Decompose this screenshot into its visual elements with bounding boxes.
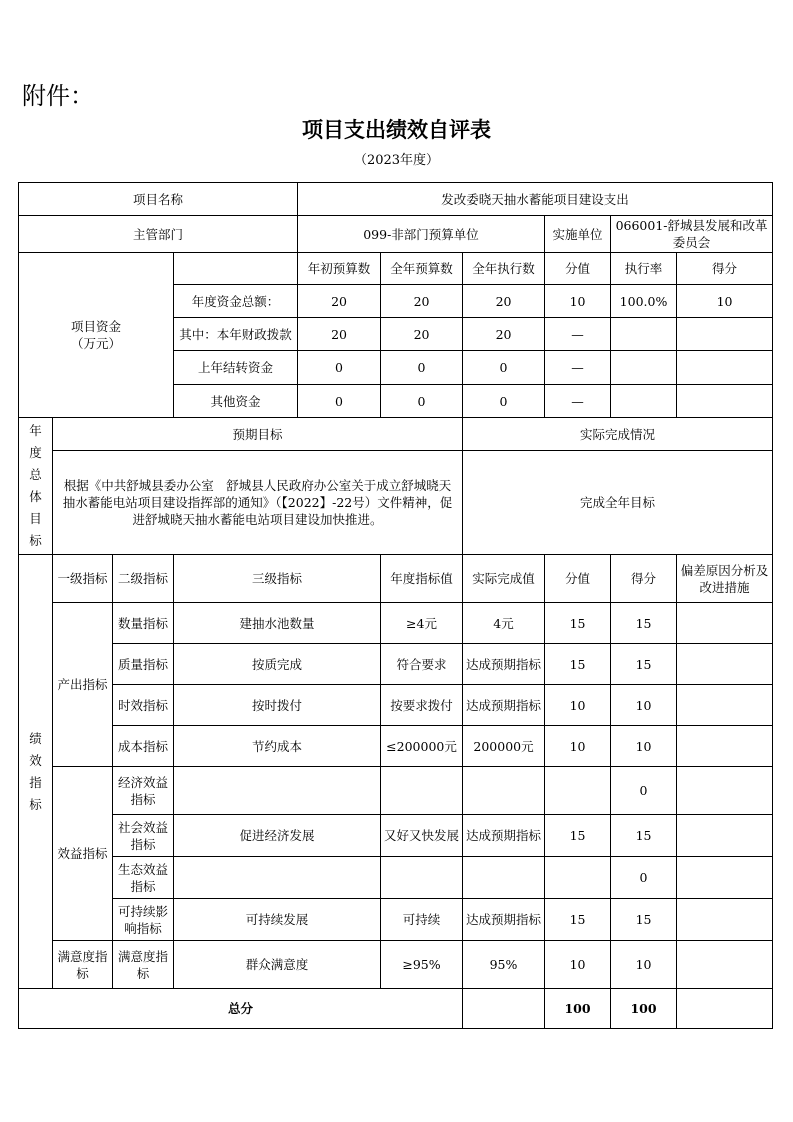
level3-cell: 可持续发展 (174, 899, 381, 941)
target-cell: ≥4元 (381, 603, 463, 644)
level3-cell: 促进经济发展 (174, 815, 381, 857)
total-score: 100 (611, 989, 677, 1029)
level1-satisfaction: 满意度指标 (53, 941, 113, 989)
indicator-row (19, 815, 773, 857)
funds-rate (611, 351, 677, 385)
actual-cell: 4元 (463, 603, 545, 644)
score-cell: 0 (611, 857, 677, 899)
year-label: （2023年度） (353, 153, 440, 168)
funds-score (677, 385, 773, 418)
funds-header-score-value: 分值 (545, 253, 611, 285)
note-cell (677, 815, 773, 857)
header-note: 偏差原因分析及改进措施 (677, 555, 773, 603)
score-cell: 15 (611, 603, 677, 644)
actual-cell: 达成预期指标 (463, 815, 545, 857)
funds-executed: 20 (463, 318, 545, 351)
funds-header-row (19, 253, 773, 285)
level2-cell: 社会效益指标 (113, 815, 174, 857)
goals-row (19, 451, 773, 555)
level3-cell: 群众满意度 (174, 941, 381, 989)
indicator-row (19, 726, 773, 767)
level2-cell: 生态效益指标 (113, 857, 174, 899)
header-score-value: 分值 (545, 555, 611, 603)
funds-executed: 0 (463, 351, 545, 385)
attachment-label: 附件： (22, 82, 94, 110)
score-cell: 15 (611, 899, 677, 941)
target-cell (381, 857, 463, 899)
score-cell: 0 (611, 767, 677, 815)
performance-table (18, 182, 773, 1029)
page-title: 项目支出绩效自评表 (302, 117, 491, 142)
funds-initial: 0 (298, 351, 381, 385)
level3-cell: 按时拨付 (174, 685, 381, 726)
funds-rate: 100.0% (611, 285, 677, 318)
funds-annual: 0 (381, 351, 463, 385)
actual-cell: 达成预期指标 (463, 644, 545, 685)
funds-rate (611, 318, 677, 351)
impl-label: 实施单位 (545, 216, 611, 253)
header-level2: 二级指标 (113, 555, 174, 603)
indicator-row (19, 767, 773, 815)
funds-score (677, 351, 773, 385)
funds-annual: 0 (381, 385, 463, 418)
funds-executed: 0 (463, 385, 545, 418)
dept-value: 099-非部门预算单位 (298, 216, 545, 253)
level1-benefit: 效益指标 (53, 767, 113, 941)
actual-cell: 95% (463, 941, 545, 989)
note-cell (677, 767, 773, 815)
actual-cell (463, 767, 545, 815)
target-cell: 可持续 (381, 899, 463, 941)
funds-header-initial: 年初预算数 (298, 253, 381, 285)
target-cell: ≤200000元 (381, 726, 463, 767)
funds-initial: 20 (298, 318, 381, 351)
funds-score (677, 318, 773, 351)
dept-label: 主管部门 (19, 216, 298, 253)
note-cell (677, 899, 773, 941)
funds-annual: 20 (381, 318, 463, 351)
impl-value: 066001-舒城县发展和改革委员会 (611, 216, 773, 253)
level2-cell: 满意度指标 (113, 941, 174, 989)
score-value-cell (545, 767, 611, 815)
level2-cell: 质量指标 (113, 644, 174, 685)
level3-cell (174, 767, 381, 815)
score-value-cell: 10 (545, 685, 611, 726)
level2-cell: 可持续影响指标 (113, 899, 174, 941)
level3-cell: 按质完成 (174, 644, 381, 685)
score-value-cell: 15 (545, 815, 611, 857)
funds-row-label: 其中：本年财政拨款 (174, 318, 298, 351)
funds-initial: 20 (298, 285, 381, 318)
actual-cell: 达成预期指标 (463, 685, 545, 726)
funds-label: 项目资金 （万元） (19, 253, 174, 418)
indicator-row (19, 941, 773, 989)
funds-header-annual: 全年预算数 (381, 253, 463, 285)
score-cell: 10 (611, 941, 677, 989)
funds-score-value: — (545, 385, 611, 418)
target-cell: 按要求拨付 (381, 685, 463, 726)
funds-header-blank (174, 253, 298, 285)
funds-row-label: 其他资金 (174, 385, 298, 418)
project-name-label: 项目名称 (19, 183, 298, 216)
score-cell: 15 (611, 644, 677, 685)
funds-score-value: — (545, 351, 611, 385)
department-row (19, 216, 773, 253)
project-name-row (19, 183, 773, 216)
total-label: 总分 (19, 989, 463, 1029)
note-cell (677, 726, 773, 767)
level2-cell: 数量指标 (113, 603, 174, 644)
funds-header-score: 得分 (677, 253, 773, 285)
note-cell (677, 644, 773, 685)
score-value-cell: 15 (545, 644, 611, 685)
indicators-label: 绩效指标 (19, 555, 53, 989)
score-value-cell (545, 857, 611, 899)
target-cell: ≥95% (381, 941, 463, 989)
note-cell (677, 603, 773, 644)
funds-score-value: 10 (545, 285, 611, 318)
actual-cell: 200000元 (463, 726, 545, 767)
funds-row-label: 年度资金总额： (174, 285, 298, 318)
indicator-row (19, 857, 773, 899)
actual-cell: 达成预期指标 (463, 899, 545, 941)
score-value-cell: 15 (545, 899, 611, 941)
target-cell: 符合要求 (381, 644, 463, 685)
actual-cell (463, 857, 545, 899)
level3-cell (174, 857, 381, 899)
funds-executed: 20 (463, 285, 545, 318)
score-cell: 10 (611, 726, 677, 767)
funds-score-value: — (545, 318, 611, 351)
funds-annual: 20 (381, 285, 463, 318)
level2-cell: 经济效益指标 (113, 767, 174, 815)
score-value-cell: 15 (545, 603, 611, 644)
target-cell (381, 767, 463, 815)
total-score-value: 100 (545, 989, 611, 1029)
level2-cell: 时效指标 (113, 685, 174, 726)
annual-goals-label: 年度总体目标 (19, 418, 53, 555)
header-level3: 三级指标 (174, 555, 381, 603)
expected-goal-header: 预期目标 (53, 418, 463, 451)
target-cell: 又好又快发展 (381, 815, 463, 857)
expected-goal-text: 根据《中共舒城县委办公室 舒城县人民政府办公室关于成立舒城晓天抽水蓄能电站项目建设指挥部的通知》（【2022】-22号）文件精神，促进舒城晓天抽水蓄能电站项目建设加快推进。 (53, 451, 463, 555)
score-cell: 10 (611, 685, 677, 726)
indicator-row (19, 603, 773, 644)
goals-header-row (19, 418, 773, 451)
funds-header-rate: 执行率 (611, 253, 677, 285)
indicator-row (19, 644, 773, 685)
funds-score: 10 (677, 285, 773, 318)
note-cell (677, 685, 773, 726)
header-level1: 一级指标 (53, 555, 113, 603)
level2-cell: 成本指标 (113, 726, 174, 767)
funds-rate (611, 385, 677, 418)
score-value-cell: 10 (545, 726, 611, 767)
level1-output: 产出指标 (53, 603, 113, 767)
total-note (677, 989, 773, 1029)
total-row (19, 989, 773, 1029)
funds-initial: 0 (298, 385, 381, 418)
funds-header-executed: 全年执行数 (463, 253, 545, 285)
header-actual: 实际完成值 (463, 555, 545, 603)
score-value-cell: 10 (545, 941, 611, 989)
level3-cell: 建抽水池数量 (174, 603, 381, 644)
indicator-header-row (19, 555, 773, 603)
note-cell (677, 941, 773, 989)
indicator-row (19, 685, 773, 726)
project-name-value: 发改委晓天抽水蓄能项目建设支出 (298, 183, 773, 216)
actual-status-header: 实际完成情况 (463, 418, 773, 451)
indicator-row (19, 899, 773, 941)
header-score: 得分 (611, 555, 677, 603)
total-blank (463, 989, 545, 1029)
level3-cell: 节约成本 (174, 726, 381, 767)
header-target: 年度指标值 (381, 555, 463, 603)
score-cell: 15 (611, 815, 677, 857)
actual-status-text: 完成全年目标 (463, 451, 773, 555)
funds-row-label: 上年结转资金 (174, 351, 298, 385)
note-cell (677, 857, 773, 899)
